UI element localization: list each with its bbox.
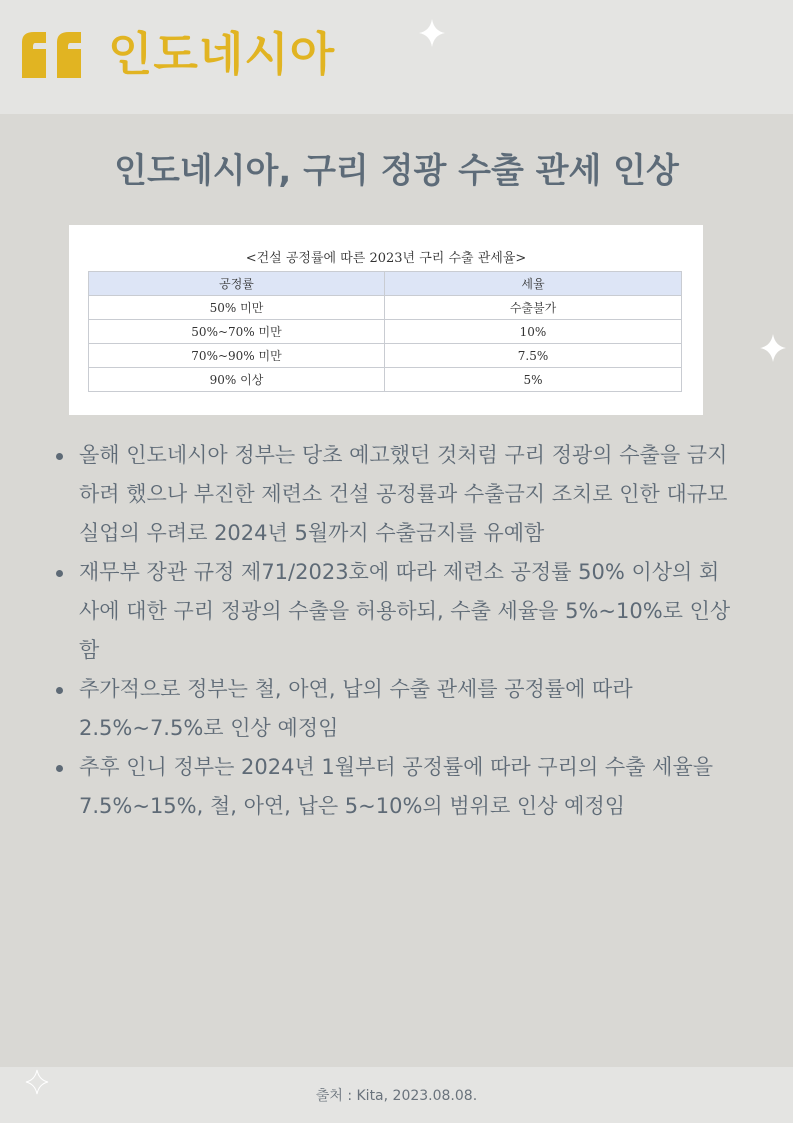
country-heading: 인도네시아 <box>108 27 336 81</box>
table-row <box>89 368 682 392</box>
footer-band <box>0 1067 793 1123</box>
list-item-text: 추가적으로 정부는 철, 아연, 납의 수출 관세를 공정률에 따라 2.5%~7.5%로 인상 예정임 <box>79 677 633 740</box>
page-title: 인도네시아, 구리 정광 수출 관세 인상 <box>114 151 679 191</box>
sparkle-icon <box>419 19 445 47</box>
table-cell: 10% <box>385 320 682 344</box>
bullet-dot-icon <box>56 687 63 694</box>
bullet-list <box>52 436 732 826</box>
table-cell: 5% <box>385 368 682 392</box>
list-item-text: 추후 인니 정부는 2024년 1월부터 공정률에 따라 구리의 수출 세율을 7.5%~15%, 철, 아연, 납은 5~10%의 범위로 인상 예정임 <box>79 755 714 818</box>
table-header-cell: 공정률 <box>89 272 385 296</box>
list-item-text: 재무부 장관 규정 제71/2023호에 따라 제련소 공정률 50% 이상의 회사에 대한 구리 정광의 수출을 허용하되, 수출 세율을 5%~10%로 인상함 <box>79 560 731 662</box>
list-item <box>52 748 732 826</box>
bullet-dot-icon <box>56 570 63 577</box>
table-cell: 90% 이상 <box>89 368 385 392</box>
list-item <box>52 436 732 553</box>
bullet-dot-icon <box>56 765 63 772</box>
table-row <box>89 344 682 368</box>
list-item-text: 올해 인도네시아 정부는 당초 예고했던 것처럼 구리 정광의 수출을 금지하려 했으나 부진한 제련소 건설 공정률과 수출금지 조치로 인한 대규모 실업의 우려로 2024년 5월까지 수출금지를 유예함 <box>79 443 728 545</box>
list-item <box>52 553 732 670</box>
table-header-row <box>89 272 682 296</box>
table-cell: 7.5% <box>385 344 682 368</box>
table-cell: 50% 미만 <box>89 296 385 320</box>
table-cell: 70%~90% 미만 <box>89 344 385 368</box>
table-row <box>89 320 682 344</box>
header-band <box>0 0 793 114</box>
bullet-dot-icon <box>56 453 63 460</box>
source-citation: 출처 : Kita, 2023.08.08. <box>315 1088 478 1104</box>
tariff-table <box>88 271 682 392</box>
list-item <box>52 670 732 748</box>
table-row <box>89 296 682 320</box>
table-cell: 50%~70% 미만 <box>89 320 385 344</box>
tariff-table-card <box>69 225 703 415</box>
sparkle-icon <box>760 334 786 362</box>
table-header-cell: 세율 <box>385 272 682 296</box>
table-cell: 수출불가 <box>385 296 682 320</box>
quote-icon <box>20 30 84 80</box>
table-caption: <건설 공정률에 따른 2023년 구리 수출 관세율> <box>245 251 527 266</box>
